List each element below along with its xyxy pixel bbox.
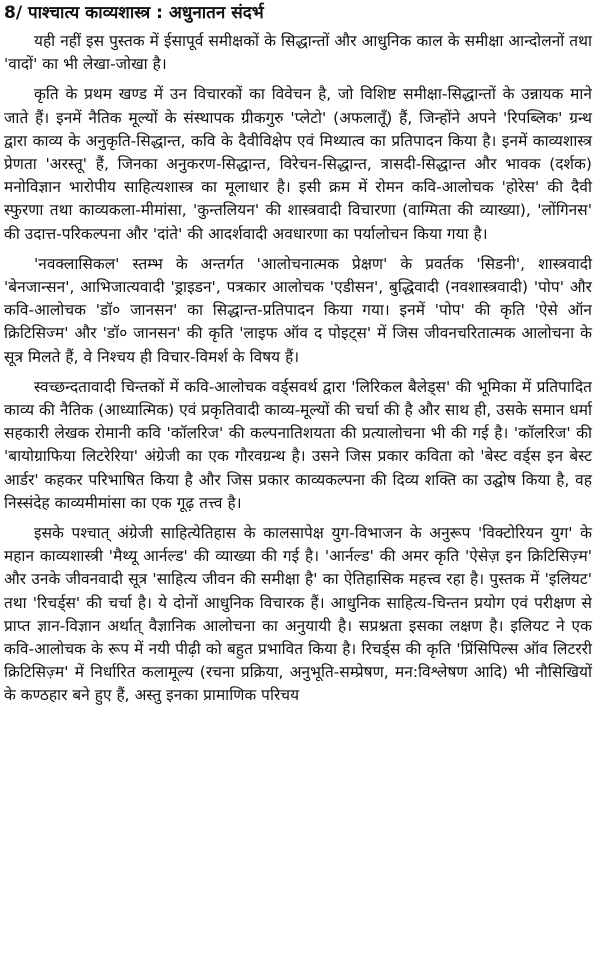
paragraph-1: यही नहीं इस पुस्तक में ईसापूर्व समीक्षकों के सिद्धान्तों और आधुनिक काल के समीक्षा आन्दोलनों तथा 'वादों' का भी लेखा-जोखा है। <box>4 32 592 74</box>
paragraph-2: कृति के प्रथम खण्ड में उन विचारकों का विवेचन है, जो विशिष्ट समीक्षा-सिद्धान्तों के उन्नायक माने जाते हैं। इनमें नैतिक मूल्यों के संस्थापक ग्रीकगुरु 'प्लेटो' (अफलातूँ) हैं, जिन्होंने अपने 'रिपब्लिक' ग्रन्थ द्वारा काव्य के अनुकृति-सिद्धान्त, कवि के दैवीविक्षेप एवं मिथ्यात्व का प्रतिपादन किया है। इनमें काव्यशास्त्र प्रेणता 'अरस्तू' हैं, जिनका अनुकरण-सिद्धान्त, विरेचन-सिद्धान्त, त्रासदी-सिद्धान्त और भावक (दर्शक) मनोविज्ञान भारोपीय साहित्यशास्त्र का मूलाधार है। इसी क्रम में रोमन कवि-आलोचक 'होरेस' की दैवी स्फुरणा तथा काव्यकला-मीमांसा, 'कुन्तलियन' की शास्त्रवादी विचारणा (वाग्मिता की व्याख्या), 'लोंगिनस' की उदात्त-परिकल्पना और 'दांते' की आदर्शवादी अवधारणा का पर्यालोचन किया गया है। <box>4 85 592 243</box>
paragraph-5: इसके पश्चात् अंग्रेजी साहित्येतिहास के कालसापेक्ष युग-विभाजन के अनुरूप 'विक्टोरियन युग' के महान काव्यशास्त्री 'मैथ्यू आर्नल्ड' की व्याख्या की गई है। 'आर्नल्ड' की अमर कृति 'ऐसेज़ इन क्रिटिसिज़्म' और उनके जीवनवादी सूत्र 'साहित्य जीवन की समीक्षा है' का ऐतिहासिक महत्त्व रहा है। पुस्तक में 'इलियट' तथा 'रिचर्ड्स' की चर्चा है। ये दोनों आधुनिक विचारक हैं। आधुनिक साहित्य-चिन्तन प्रयोग एवं परीक्षण से प्राप्त ज्ञान-विज्ञान अर्थात् वैज्ञानिक आलोचना का अनुयायी है। सप्रश्नता इसका लक्षण है। इलियट ने एक कवि-आलोचक के रूप में नयी पीढ़ी को बहुत प्रभावित किया है। रिचर्ड्स की कृति 'प्रिंसिपिल्स ऑव लिटररी क्रिटिसिज़्म' में निर्धारित कलामूल्य (रचना प्रक्रिया, अनुभूति-सम्प्रेषण, मन:विश्लेषण आदि) भी नौसिखियों के कण्ठहार बने हुए हैं, अस्तु इनका प्रामाणिक परिचय <box>4 524 592 705</box>
running-title: पाश्चात्य काव्यशास्त्र : अधुनातन संदर्भ <box>27 3 264 23</box>
body-text <box>4 30 592 708</box>
running-header <box>4 2 592 24</box>
paragraph-3: 'नवक्लासिकल' स्तम्भ के अन्तर्गत 'आलोचनात्मक प्रेक्षण' के प्रवर्तक 'सिडनी', शास्त्रवादी 'बेनजान्सन', आभिजात्यवादी 'ड्राइडन', पत्रकार आलोचक 'एडीसन', बुद्धिवादी (नवशास्त्रवादी) 'पोप' और कवि-आलोचक 'डॉ० जानसन' का सिद्धान्त-प्रतिपादन किया गया। इनमें 'पोप' की कृति 'ऐसे ऑन क्रिटिसिज्म' और 'डॉ० जानसन' की कृति 'लाइफ ऑव द पोइट्स' में जिस जीवनचरितात्मक आलोचना के सूत्र मिलते हैं, वे निश्चय ही विचार-विमर्श के विषय हैं। <box>4 254 592 366</box>
paragraph-4: स्वच्छन्दतावादी चिन्तकों में कवि-आलोचक वर्ड्सवर्थ द्वारा 'लिरिकल बैलेड्स' की भूमिका में प्रतिपादित काव्य की नैतिक (आध्यात्मिक) एवं प्रकृतिवादी काव्य-मूल्यों की चर्चा की है और साथ ही, उसके समान धर्मा सहकारी लेखक रोमानी कवि 'कॉलरिज' की कल्पनातिशयता की प्रत्यालोचना भी की गई है। 'कॉलरिज' की 'बायोग्राफिया लिटरेरिया' अंग्रेजी का एक गौरवग्रन्थ है। उसने जिस प्रकार कविता को 'बेस्ट वर्ड्स इन बेस्ट आर्डर' कहकर परिभाषित किया है और जिस प्रकार काव्यकल्पना की दिव्य शक्ति का उद्घोष किया है, वह निस्संदेह काव्यमीमांसा का एक गूढ़ तत्त्व है। <box>4 377 592 512</box>
page-number: 8/ <box>4 3 23 23</box>
